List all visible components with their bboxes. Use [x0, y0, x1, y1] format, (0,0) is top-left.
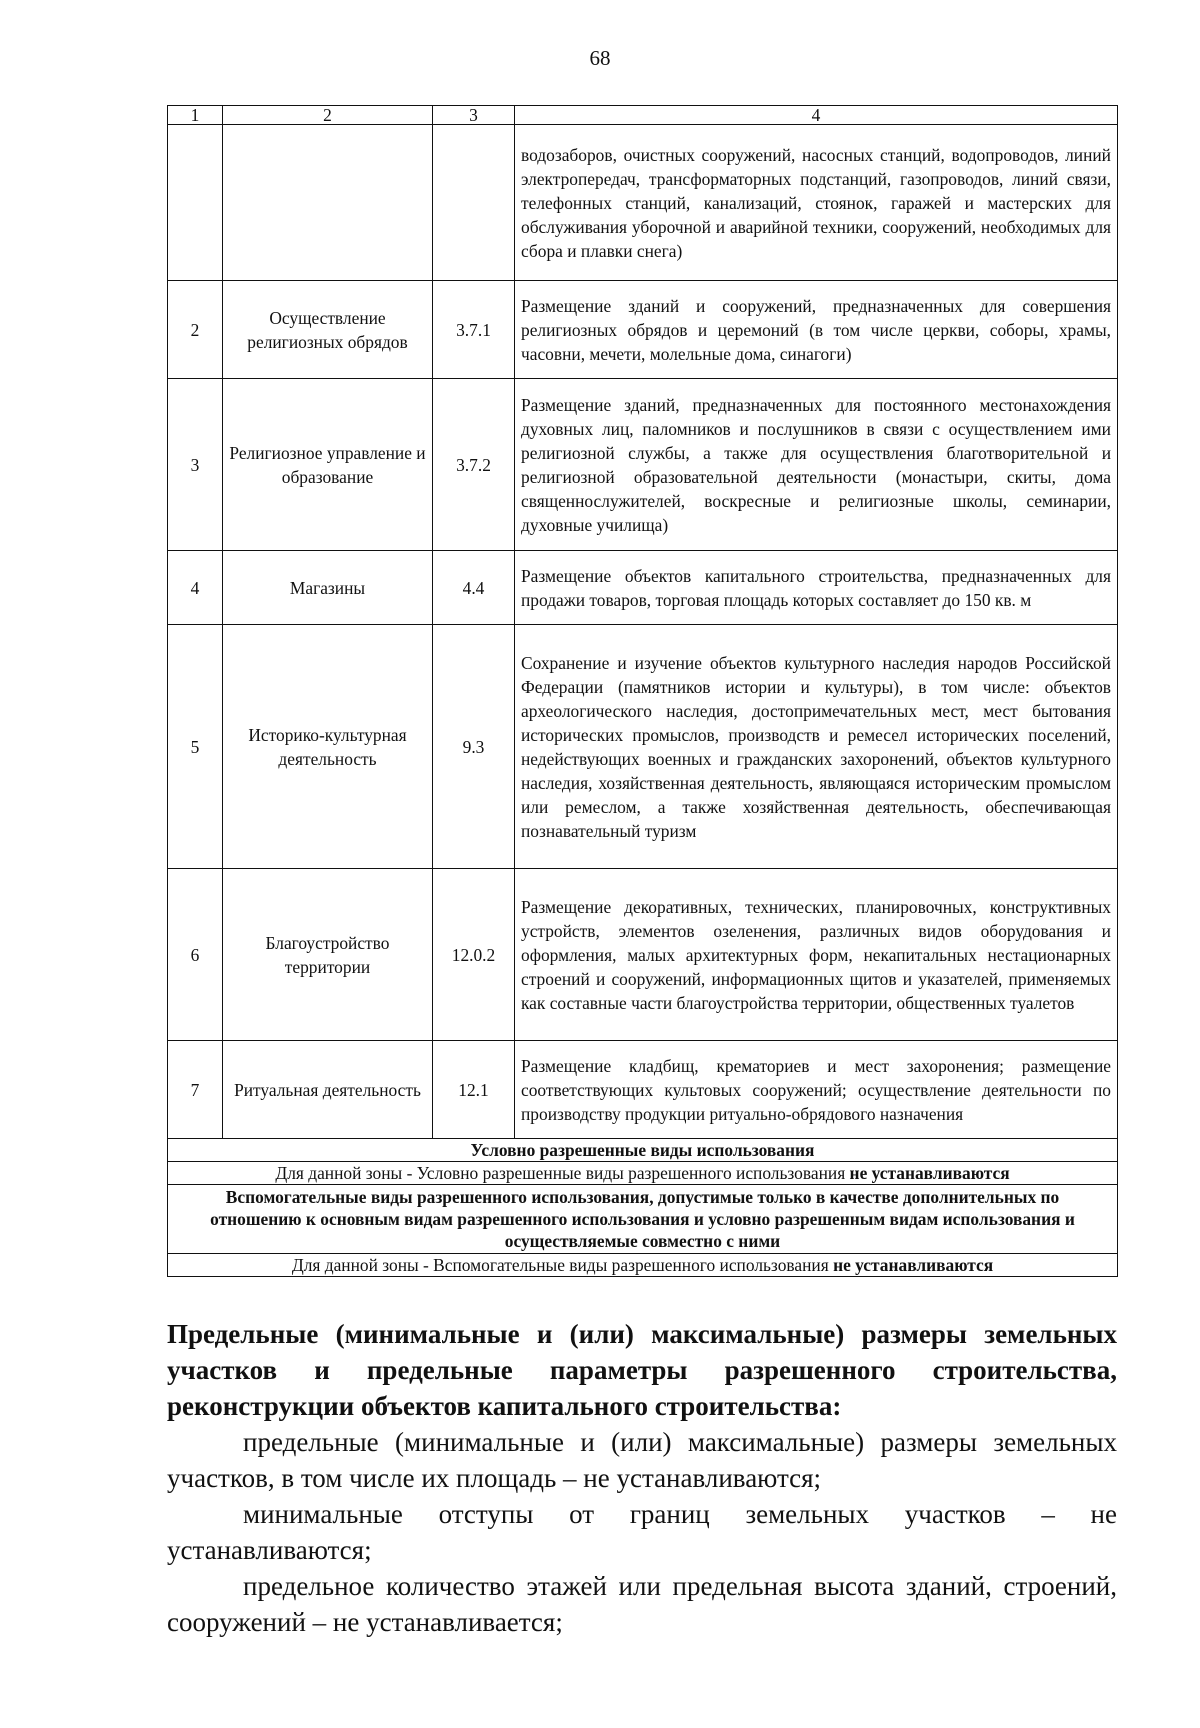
section-heading: Предельные (минимальные и (или) максимальные) размеры земельных участков и предельные параметры разрешенного строительства, реконструкции объектов капитального строительства:	[167, 1319, 1117, 1421]
row-number: 4	[168, 551, 223, 625]
row-name	[223, 125, 433, 281]
header-col-1: 1	[168, 106, 223, 125]
row-code: 9.3	[433, 625, 515, 869]
paragraph-plot-size: предельные (минимальные и (или) максимальные) размеры земельных участков, в том числе их площадь – не устанавливаются;	[167, 1427, 1117, 1493]
header-col-4: 4	[515, 106, 1118, 125]
row-code: 3.7.1	[433, 281, 515, 379]
table-row	[168, 551, 1118, 625]
table-row	[168, 625, 1118, 869]
row-number: 3	[168, 379, 223, 551]
row-description: Размещение декоративных, технических, планировочных, конструктивных устройств, элементов озеленения, различных видов оборудования и оформления, малых архитектурных форм, некапитальных нестационарных строений и сооружений, информационных щитов и указателей, применяемых как составные части благоустройства территории, общественных туалетов	[515, 869, 1118, 1041]
page-number: 68	[589, 46, 611, 70]
row-description: Размещение зданий и сооружений, предназначенных для совершения религиозных обрядов и церемоний (в том числе церкви, соборы, храмы, часовни, мечети, молельные дома, синагоги)	[515, 281, 1118, 379]
row-name: Благоустройство территории	[223, 869, 433, 1041]
row-number	[168, 125, 223, 281]
table-row	[168, 379, 1118, 551]
row-name: Ритуальная деятельность	[223, 1041, 433, 1139]
table-row	[168, 281, 1118, 379]
auxiliary-uses-title-row	[168, 1185, 1118, 1254]
table-header-row	[168, 106, 1118, 125]
row-number: 7	[168, 1041, 223, 1139]
table-row	[168, 1041, 1118, 1139]
land-use-table	[167, 105, 1118, 1277]
row-code: 4.4	[433, 551, 515, 625]
table-row	[168, 869, 1118, 1041]
auxiliary-note-text: Для данной зоны - Вспомогательные виды разрешенного использования	[291, 1255, 834, 1275]
row-name: Магазины	[223, 551, 433, 625]
header-col-2: 2	[223, 106, 433, 125]
auxiliary-note-emphasis: не устанавливаются	[833, 1255, 994, 1275]
conditional-uses-title: Условно разрешенные виды использования	[168, 1139, 1118, 1162]
row-code: 12.0.2	[433, 869, 515, 1041]
table-row	[168, 125, 1118, 281]
conditional-uses-note	[168, 1162, 1118, 1185]
auxiliary-uses-note-row	[168, 1254, 1118, 1277]
row-description: Размещение кладбищ, крематориев и мест захоронения; размещение соответствующих культовых сооружений; осуществление деятельности по производству продукции ритуально-обрядового назначения	[515, 1041, 1118, 1139]
row-code	[433, 125, 515, 281]
row-number: 5	[168, 625, 223, 869]
conditional-note-emphasis: не устанавливаются	[849, 1163, 1010, 1183]
conditional-note-text: Для данной зоны - Условно разрешенные виды разрешенного использования	[275, 1163, 850, 1183]
row-code: 3.7.2	[433, 379, 515, 551]
row-number: 2	[168, 281, 223, 379]
row-name: Историко-культурная деятельность	[223, 625, 433, 869]
paragraph-setbacks: минимальные отступы от границ земельных участков – не устанавливаются;	[167, 1499, 1117, 1565]
auxiliary-uses-title: Вспомогательные виды разрешенного использования, допустимые только в качестве дополнительных по отношению к основным видам разрешенного использования и условно разрешенным видам использования и осуществляемые совместно с ними	[168, 1185, 1118, 1254]
paragraph-floors-height: предельное количество этажей или предельная высота зданий, строений, сооружений – не устанавливается;	[167, 1571, 1117, 1637]
row-description: водозаборов, очистных сооружений, насосных станций, водопроводов, линий электропередач, трансформаторных подстанций, газопроводов, линий связи, телефонных станций, канализаций, стоянок, гаражей и мастерских для обслуживания уборочной и аварийной техники, сооружений, необходимых для сбора и плавки снега)	[515, 125, 1118, 281]
row-description: Размещение зданий, предназначенных для постоянного местонахождения духовных лиц, паломников и послушников в связи с осуществлением ими религиозной службы, а также для осуществления благотворительной и религиозной образовательной деятельности (монастыри, скиты, дома священнослужителей, воскресные и религиозные школы, семинарии, духовные училища)	[515, 379, 1118, 551]
row-code: 12.1	[433, 1041, 515, 1139]
conditional-uses-title-row	[168, 1139, 1118, 1162]
header-col-3: 3	[433, 106, 515, 125]
row-number: 6	[168, 869, 223, 1041]
row-name: Осуществление религиозных обрядов	[223, 281, 433, 379]
row-name: Религиозное управление и образование	[223, 379, 433, 551]
row-description: Размещение объектов капитального строительства, предназначенных для продажи товаров, торговая площадь которых составляет до 150 кв. м	[515, 551, 1118, 625]
conditional-uses-note-row	[168, 1162, 1118, 1185]
row-description: Сохранение и изучение объектов культурного наследия народов Российской Федерации (памятников истории и культуры), в том числе: объектов археологического наследия, достопримечательных мест, мест бытования исторических промыслов, производств и ремесел исторических поселений, недействующих военных и гражданских захоронений, объектов культурного наследия, хозяйственная деятельность, являющаяся историческим промыслом или ремеслом, а также хозяйственная деятельность, обеспечивающая познавательный туризм	[515, 625, 1118, 869]
auxiliary-uses-note	[168, 1254, 1118, 1277]
